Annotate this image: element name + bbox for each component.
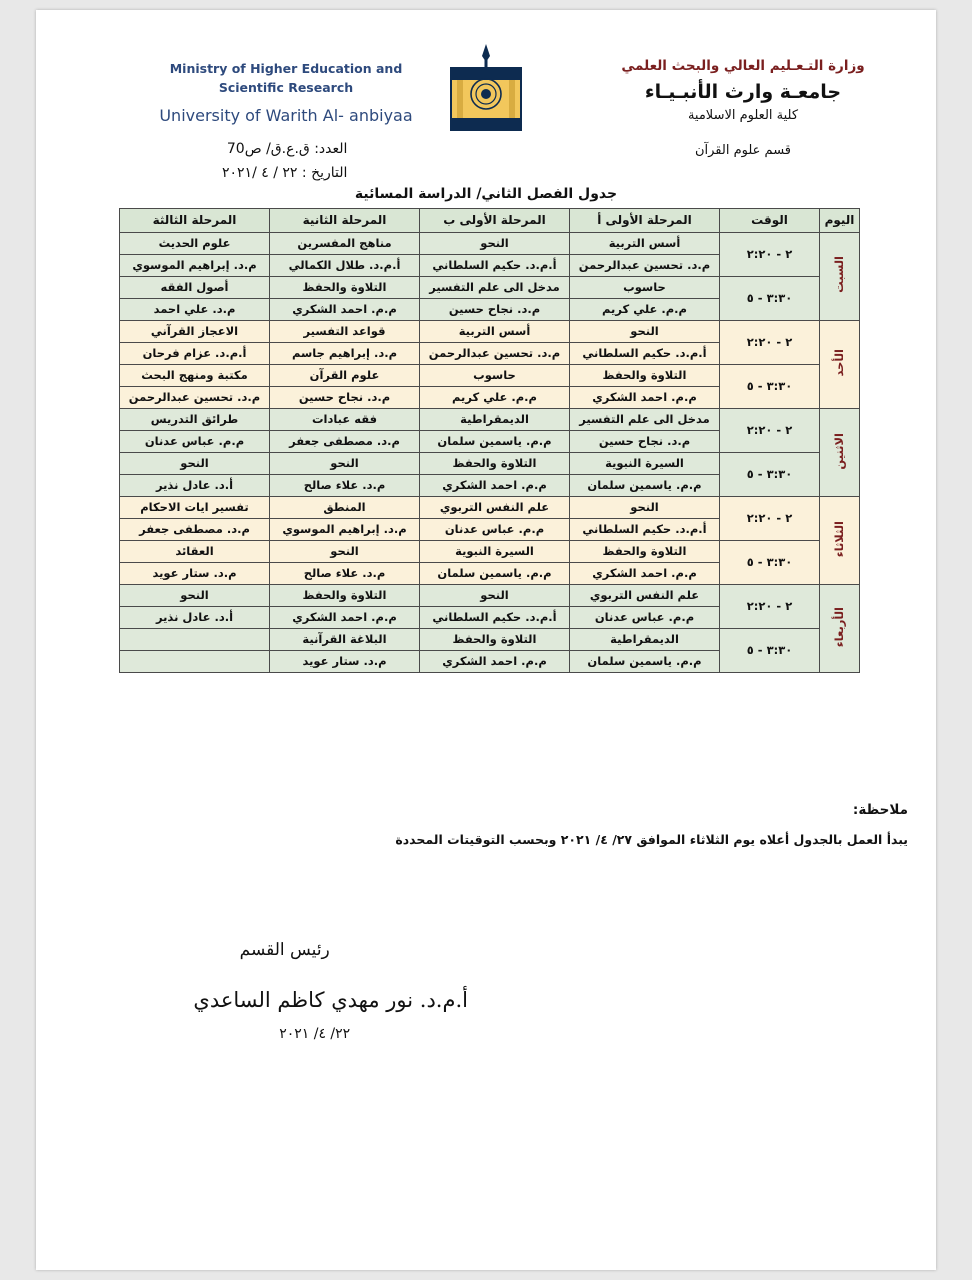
table-row: [120, 277, 860, 299]
ministry-name-en-line1: Ministry of Higher Education and: [169, 61, 403, 76]
course-cell: علوم الحديث: [120, 233, 270, 255]
day-label: الأربعاء: [831, 606, 846, 647]
document-meta: [222, 138, 347, 186]
day-label: الاثنين: [831, 432, 846, 470]
department-name-ar: قسم علوم القرآن: [694, 143, 792, 158]
header-english-block: [136, 60, 436, 125]
course-cell: مدخل الى علم التفسير: [570, 409, 720, 431]
course-cell: علوم القرآن: [270, 365, 420, 387]
column-header-time: الوقت: [720, 209, 820, 233]
course-cell: مناهج المفسرين: [270, 233, 420, 255]
teacher-cell: م.د. مصطفى جعفر: [120, 519, 270, 541]
course-cell: فقه عبادات: [270, 409, 420, 431]
course-cell: علم النفس التربوي: [570, 585, 720, 607]
teacher-cell: م.م. عباس عدنان: [420, 519, 570, 541]
page-title: جدول الفصل الثاني/ الدراسة المسائية: [354, 186, 618, 202]
teacher-cell: م.م. ياسمين سلمان: [570, 651, 720, 673]
course-cell: البلاغة القرآنية: [270, 629, 420, 651]
day-cell: [820, 409, 860, 497]
teacher-cell: م.م. احمد الشكري: [270, 607, 420, 629]
course-cell: التلاوة والحفظ: [570, 541, 720, 563]
teacher-cell: أ.م.د. حكيم السلطاني: [420, 255, 570, 277]
document-page: [36, 10, 936, 1270]
note-label: ملاحظة:: [852, 802, 908, 818]
table-header-row: [120, 209, 860, 233]
teacher-cell: م.د. علي احمد: [120, 299, 270, 321]
course-cell: النحو: [270, 453, 420, 475]
teacher-cell: أ.م.د. حكيم السلطاني: [570, 519, 720, 541]
signature-title: رئيس القسم: [239, 940, 330, 960]
table-row: [120, 365, 860, 387]
teacher-cell: م.د. تحسين عبدالرحمن: [570, 255, 720, 277]
teacher-cell: م.د. علاء صالح: [270, 475, 420, 497]
teacher-cell: أ.م.د. حكيم السلطاني: [570, 343, 720, 365]
time-cell: ٢ - ٢:٢٠: [720, 321, 820, 365]
teacher-cell: م.م. احمد الشكري: [420, 651, 570, 673]
teacher-cell: م.م. عباس عدنان: [570, 607, 720, 629]
time-cell: ٢ - ٢:٢٠: [720, 409, 820, 453]
teacher-cell: أ.م.د. عزام فرحان: [120, 343, 270, 365]
time-cell: ٣:٣٠ - ٥: [720, 541, 820, 585]
teacher-cell: م.د. نجاح حسين: [420, 299, 570, 321]
table-row: [120, 541, 860, 563]
teacher-cell: م.د. تحسين عبدالرحمن: [120, 387, 270, 409]
course-cell: التلاوة والحفظ: [420, 629, 570, 651]
schedule-table-wrapper: [120, 208, 860, 673]
signature-block: [193, 940, 468, 1042]
university-name-ar: جامعـة وارث الأنبـيـاء: [644, 81, 842, 103]
course-cell: مكتبة ومنهج البحث: [120, 365, 270, 387]
ministry-name-en-line2: Scientific Research: [218, 79, 354, 95]
teacher-cell: م.د. علاء صالح: [270, 563, 420, 585]
day-cell: [820, 585, 860, 673]
table-row: [120, 233, 860, 255]
time-cell: ٣:٣٠ - ٥: [720, 453, 820, 497]
teacher-cell: م.د. نجاح حسين: [570, 431, 720, 453]
course-cell: الديمقراطية: [570, 629, 720, 651]
course-cell: التلاوة والحفظ: [270, 585, 420, 607]
table-row: [120, 497, 860, 519]
day-cell: [820, 321, 860, 409]
course-cell: النحو: [570, 497, 720, 519]
schedule-table: [119, 208, 860, 673]
course-cell: التلاوة والحفظ: [270, 277, 420, 299]
teacher-cell: م.د. ستار عويد: [270, 651, 420, 673]
college-name-ar: كلية العلوم الاسلامية: [687, 108, 799, 123]
day-cell: [820, 233, 860, 321]
table-row: [120, 629, 860, 651]
teacher-cell: م.د. إبراهيم الموسوي: [120, 255, 270, 277]
course-cell: العقائد: [120, 541, 270, 563]
time-cell: ٣:٣٠ - ٥: [720, 629, 820, 673]
course-cell: طرائق التدريس: [120, 409, 270, 431]
teacher-cell: م.د. إبراهيم الموسوي: [270, 519, 420, 541]
time-cell: ٣:٣٠ - ٥: [720, 365, 820, 409]
teacher-cell: م.م. علي كريم: [570, 299, 720, 321]
column-header-stage3: المرحلة الثالثة: [120, 209, 270, 233]
teacher-cell: م.م. علي كريم: [420, 387, 570, 409]
time-cell: ٢ - ٢:٢٠: [720, 233, 820, 277]
teacher-cell: م.د. ستار عويد: [120, 563, 270, 585]
course-cell: النحو: [120, 585, 270, 607]
course-cell: أسس التربية: [570, 233, 720, 255]
ministry-name-ar: وزارة التـعـليم العالي والبحث العلمي: [621, 58, 865, 74]
teacher-cell: م.م. احمد الشكري: [570, 387, 720, 409]
course-cell: [120, 629, 270, 651]
university-name-en: University of Warith Al- anbiyaa: [159, 105, 413, 125]
column-header-stage2: المرحلة الثانية: [270, 209, 420, 233]
document-date: التاريخ : ٢٢ / ٤ /٢٠٢١: [222, 164, 348, 181]
teacher-cell: م.م. عباس عدنان: [120, 431, 270, 453]
course-cell: أصول الفقه: [120, 277, 270, 299]
teacher-cell: م.د. نجاح حسين: [270, 387, 420, 409]
day-label: السبت: [831, 256, 846, 294]
course-cell: قواعد التفسير: [270, 321, 420, 343]
teacher-cell: م.م. ياسمين سلمان: [420, 563, 570, 585]
university-logo-icon: [443, 42, 529, 138]
course-cell: تفسير ايات الاحكام: [120, 497, 270, 519]
teacher-cell: م.م. ياسمين سلمان: [420, 431, 570, 453]
day-label: الثلاثاء: [831, 520, 846, 557]
teacher-cell: م.م. احمد الشكري: [270, 299, 420, 321]
course-cell: علم النفس التربوي: [420, 497, 570, 519]
course-cell: التلاوة والحفظ: [570, 365, 720, 387]
schedule-table-body: [120, 233, 860, 673]
table-row: [120, 321, 860, 343]
teacher-cell: م.م. احمد الشكري: [420, 475, 570, 497]
table-row: [120, 585, 860, 607]
signature-date: ٢٢/ ٤/ ٢٠٢١: [279, 1026, 351, 1042]
teacher-cell: م.م. احمد الشكري: [570, 563, 720, 585]
signature-name: أ.م.د. نور مهدي كاظم الساعدي: [193, 988, 468, 1012]
column-header-day: اليوم: [820, 209, 860, 233]
course-cell: مدخل الى علم التفسير: [420, 277, 570, 299]
document-number: العدد: ق.ع.ق/ ص70: [226, 141, 348, 157]
header-arabic-block: [578, 58, 908, 158]
table-row: [120, 453, 860, 475]
teacher-cell: أ.م.د. حكيم السلطاني: [420, 607, 570, 629]
time-cell: ٣:٣٠ - ٥: [720, 277, 820, 321]
time-cell: ٢ - ٢:٢٠: [720, 497, 820, 541]
course-cell: الديمقراطية: [420, 409, 570, 431]
table-row: [120, 409, 860, 431]
day-label: الأحد: [831, 349, 846, 377]
course-cell: النحو: [270, 541, 420, 563]
column-header-stage1b: المرحلة الأولى ب: [420, 209, 570, 233]
column-header-stage1a: المرحلة الأولى أ: [570, 209, 720, 233]
course-cell: المنطق: [270, 497, 420, 519]
course-cell: السيرة النبوية: [570, 453, 720, 475]
teacher-cell: [120, 651, 270, 673]
teacher-cell: م.م. ياسمين سلمان: [570, 475, 720, 497]
course-cell: التلاوة والحفظ: [420, 453, 570, 475]
course-cell: السيرة النبوية: [420, 541, 570, 563]
teacher-cell: أ.د. عادل نذير: [120, 607, 270, 629]
teacher-cell: م.د. مصطفى جعفر: [270, 431, 420, 453]
course-cell: النحو: [570, 321, 720, 343]
course-cell: النحو: [420, 585, 570, 607]
course-cell: النحو: [420, 233, 570, 255]
teacher-cell: أ.د. عادل نذير: [120, 475, 270, 497]
course-cell: حاسوب: [420, 365, 570, 387]
course-cell: النحو: [120, 453, 270, 475]
course-cell: الاعجاز القرآني: [120, 321, 270, 343]
time-cell: ٢ - ٢:٢٠: [720, 585, 820, 629]
teacher-cell: م.د. إبراهيم جاسم: [270, 343, 420, 365]
teacher-cell: أ.م.د. طلال الكمالي: [270, 255, 420, 277]
day-cell: [820, 497, 860, 585]
course-cell: حاسوب: [570, 277, 720, 299]
note-text: يبدأ العمل بالجدول أعلاه يوم الثلاثاء الموافق ٢٧/ ٤/ ٢٠٢١ وبحسب التوقيتات المحددة: [395, 832, 908, 847]
teacher-cell: م.د. تحسين عبدالرحمن: [420, 343, 570, 365]
course-cell: أسس التربية: [420, 321, 570, 343]
